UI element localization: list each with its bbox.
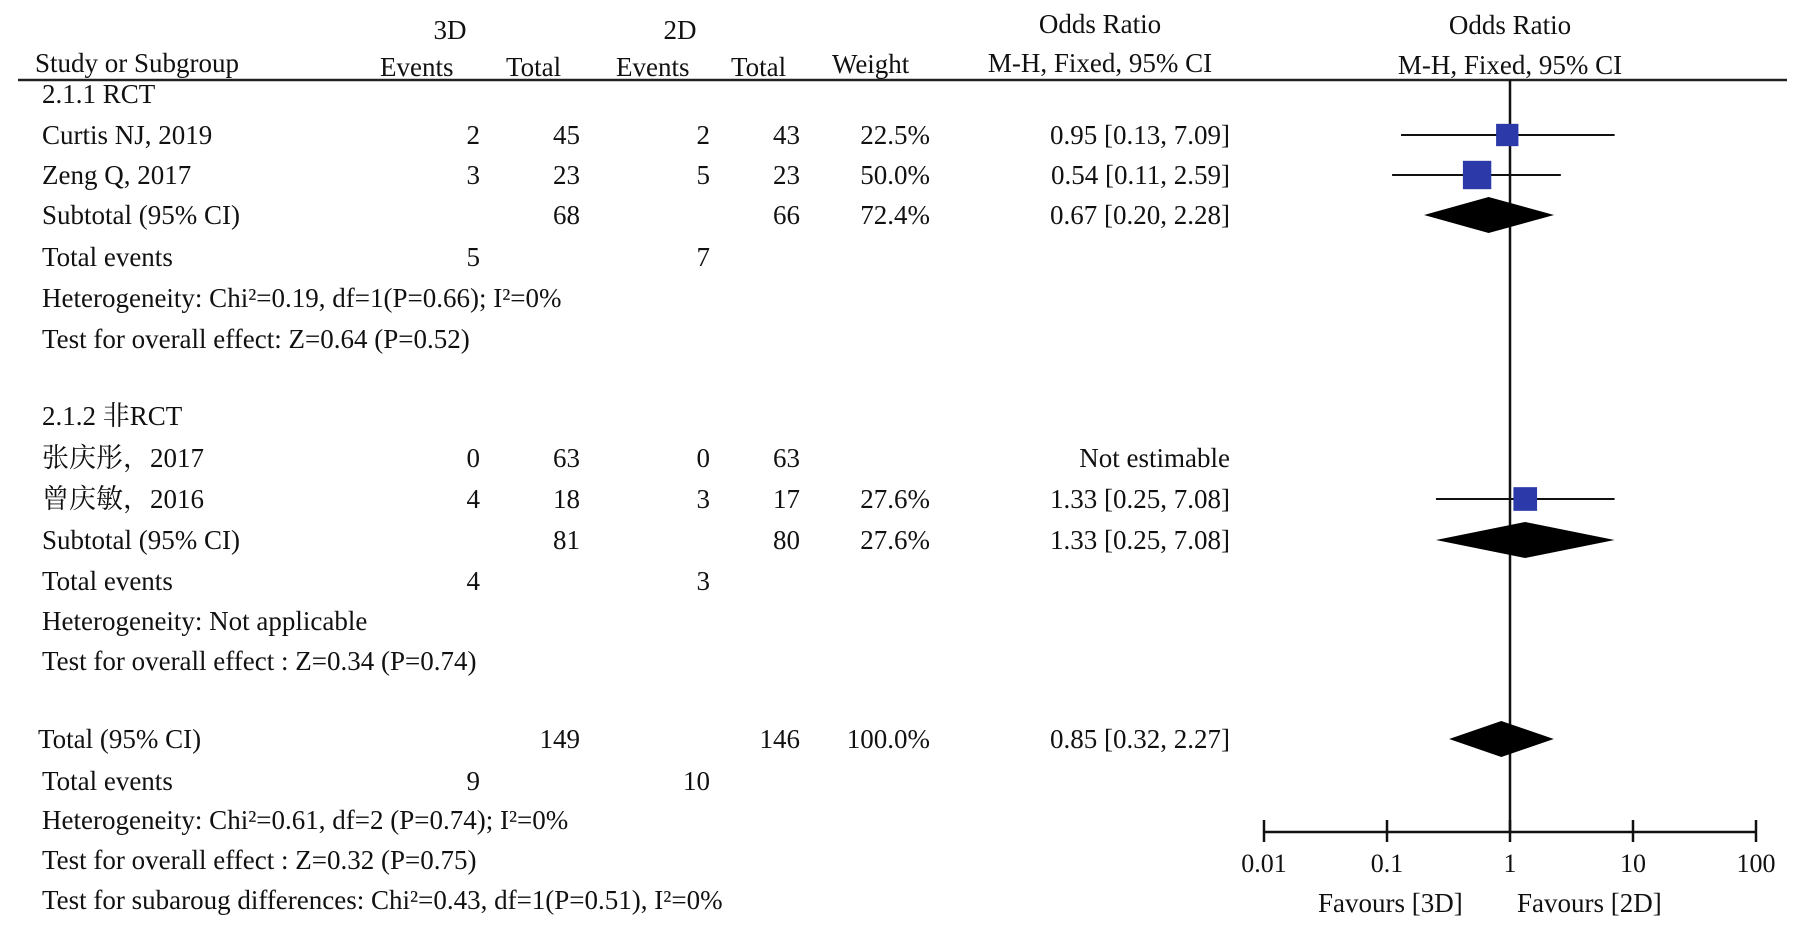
total-2d-cell: 66 bbox=[773, 200, 800, 230]
total-2d-cell: 63 bbox=[773, 443, 800, 473]
study-row-label: 张庆彤，2017 bbox=[42, 443, 204, 473]
total-3d-cell: 23 bbox=[553, 160, 580, 190]
events-2d-cell: 2 bbox=[696, 120, 710, 150]
or-title: Odds Ratio bbox=[1038, 9, 1162, 39]
favours-left-label: Favours [3D] bbox=[1318, 888, 1463, 918]
text-row-label: Test for overall effect: Z=0.64 (P=0.52) bbox=[42, 324, 470, 354]
events-3d-cell: 4 bbox=[466, 566, 480, 596]
plot-title: Odds Ratio bbox=[1448, 10, 1572, 40]
total-3d-cell: 45 bbox=[553, 120, 580, 150]
total-3d-cell: 68 bbox=[553, 200, 580, 230]
study-weight-square bbox=[1513, 487, 1537, 511]
x-axis-tick-label: 0.1 bbox=[1370, 849, 1404, 878]
events-3d-cell: 5 bbox=[466, 242, 480, 272]
total1-header: Total bbox=[506, 52, 562, 82]
x-axis-tick-label: 10 bbox=[1620, 849, 1646, 878]
events-3d-cell: 2 bbox=[466, 120, 480, 150]
odds-ratio-ci-cell: 0.54 [0.11, 2.59] bbox=[1051, 160, 1230, 190]
events-3d-cell: 4 bbox=[466, 484, 480, 514]
x-axis-tick-label: 100 bbox=[1736, 849, 1776, 878]
heading-row-label: 2.1.2 非RCT bbox=[42, 401, 183, 431]
odds-ratio-ci-cell: 0.95 [0.13, 7.09] bbox=[1050, 120, 1230, 150]
events-2d-cell: 0 bbox=[696, 443, 710, 473]
study-weight-square bbox=[1496, 124, 1518, 146]
weight-cell: 22.5% bbox=[860, 120, 930, 150]
x-axis-tick-label: 0.01 bbox=[1241, 849, 1287, 878]
group1-label: 3D bbox=[433, 15, 467, 45]
heading-row-label: 2.1.1 RCT bbox=[42, 79, 156, 109]
total-3d-cell: 63 bbox=[553, 443, 580, 473]
total-2d-cell: 23 bbox=[773, 160, 800, 190]
odds-ratio-ci-cell: Not estimable bbox=[1079, 443, 1230, 473]
study-row-label: Curtis NJ, 2019 bbox=[42, 120, 213, 150]
events-2d-cell: 7 bbox=[696, 242, 710, 272]
subtotal-row-label: Subtotal (95% CI) bbox=[42, 200, 240, 230]
events-row-label: Total events bbox=[42, 766, 173, 796]
study-column-header: Study or Subgroup bbox=[35, 48, 240, 78]
weight-cell: 72.4% bbox=[860, 200, 930, 230]
or-method: M-H, Fixed, 95% CI bbox=[987, 48, 1213, 78]
total-2d-cell: 17 bbox=[773, 484, 800, 514]
events-2d-cell: 3 bbox=[696, 484, 710, 514]
text-row-label: Heterogeneity: Chi²=0.19, df=1(P=0.66); I²=0% bbox=[42, 283, 562, 313]
total-2d-cell: 146 bbox=[759, 724, 800, 754]
odds-ratio-ci-cell: 0.85 [0.32, 2.27] bbox=[1050, 724, 1230, 754]
total-2d-cell: 43 bbox=[773, 120, 800, 150]
total-diamond bbox=[1449, 721, 1554, 757]
events-3d-cell: 0 bbox=[466, 443, 480, 473]
odds-ratio-ci-cell: 0.67 [0.20, 2.28] bbox=[1050, 200, 1230, 230]
events-3d-cell: 9 bbox=[466, 766, 480, 796]
text-row-label: Heterogeneity: Chi²=0.61, df=2 (P=0.74); I²=0% bbox=[42, 805, 569, 835]
favours-right-label: Favours [2D] bbox=[1517, 888, 1662, 918]
events2-header: Events bbox=[616, 52, 690, 82]
x-axis-tick-label: 1 bbox=[1503, 849, 1517, 878]
text-row-label: Test for subaroug differences: Chi²=0.43, df=1(P=0.51), I²=0% bbox=[42, 885, 723, 915]
events-3d-cell: 3 bbox=[466, 160, 480, 190]
study-row-label: 曾庆敏，2016 bbox=[42, 484, 204, 514]
weight-cell: 27.6% bbox=[860, 525, 930, 555]
weight-header: Weight bbox=[832, 49, 910, 79]
total2-header: Total bbox=[731, 52, 787, 82]
odds-ratio-ci-cell: 1.33 [0.25, 7.08] bbox=[1050, 525, 1230, 555]
text-row-label: Heterogeneity: Not applicable bbox=[42, 606, 368, 636]
weight-cell: 27.6% bbox=[860, 484, 930, 514]
total-3d-cell: 81 bbox=[553, 525, 580, 555]
subtotal-diamond bbox=[1436, 522, 1615, 558]
odds-ratio-ci-cell: 1.33 [0.25, 7.08] bbox=[1050, 484, 1230, 514]
events-2d-cell: 3 bbox=[696, 566, 710, 596]
group2-label: 2D bbox=[663, 15, 697, 45]
text-row-label: Test for overall effect : Z=0.32 (P=0.75) bbox=[42, 845, 477, 875]
study-row-label: Zeng Q, 2017 bbox=[42, 160, 192, 190]
text-row-label: Test for overall effect : Z=0.34 (P=0.74) bbox=[42, 646, 477, 676]
events-row-label: Total events bbox=[42, 566, 173, 596]
total-3d-cell: 18 bbox=[553, 484, 580, 514]
subtotal-diamond bbox=[1424, 197, 1554, 233]
events1-header: Events bbox=[380, 52, 454, 82]
study-weight-square bbox=[1463, 161, 1491, 189]
events-2d-cell: 5 bbox=[696, 160, 710, 190]
subtotal-row-label: Subtotal (95% CI) bbox=[42, 525, 240, 555]
total-2d-cell: 80 bbox=[773, 525, 800, 555]
total-3d-cell: 149 bbox=[539, 724, 580, 754]
events-row-label: Total events bbox=[42, 242, 173, 272]
total-row-label: Total (95% CI) bbox=[38, 724, 202, 754]
weight-cell: 100.0% bbox=[846, 724, 930, 754]
events-2d-cell: 10 bbox=[683, 766, 710, 796]
plot-method: M-H, Fixed, 95% CI bbox=[1397, 50, 1623, 80]
weight-cell: 50.0% bbox=[860, 160, 930, 190]
